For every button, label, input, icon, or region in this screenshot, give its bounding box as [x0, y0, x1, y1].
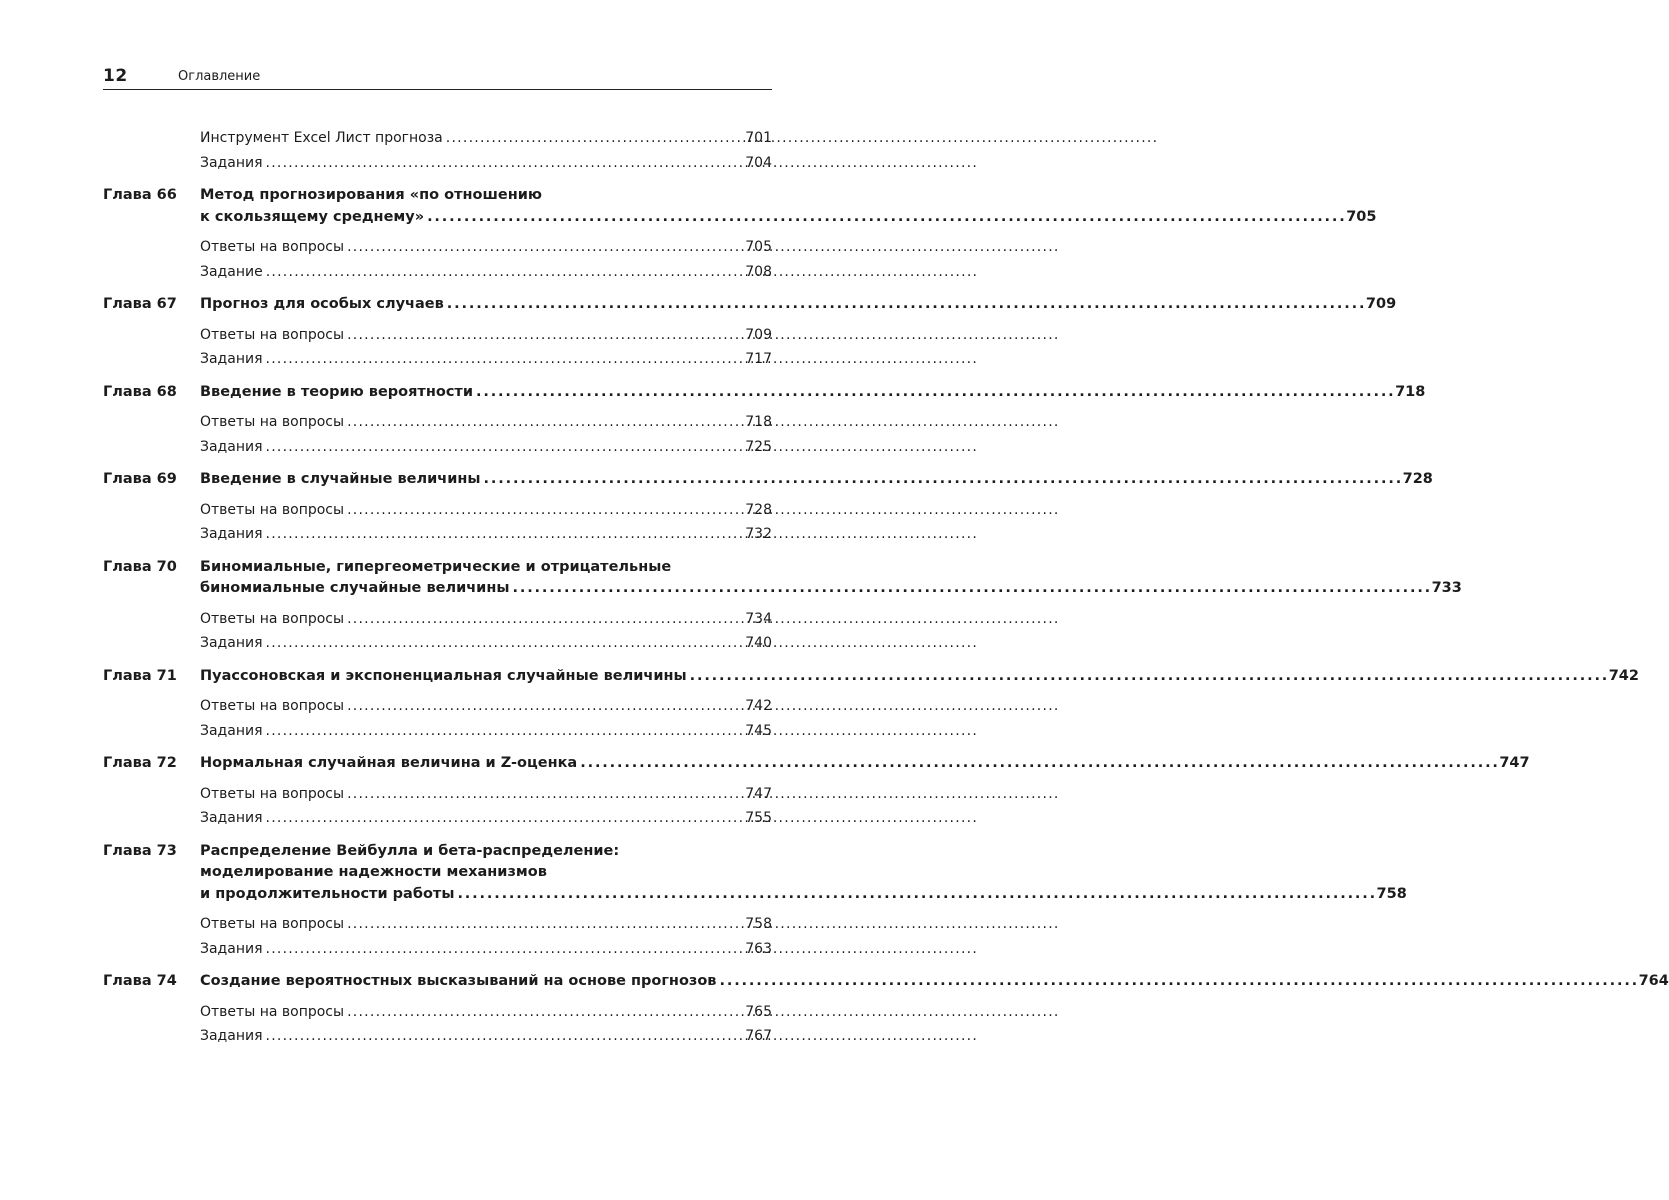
toc-entry[interactable]	[200, 126, 772, 151]
chapter-page-number: 742	[1608, 667, 1639, 684]
spacer	[103, 316, 772, 323]
chapter-page-number: 747	[1499, 755, 1530, 771]
entry-page-number: 767	[745, 1028, 772, 1044]
entry-page-number: 763	[745, 940, 772, 957]
chapter-title: к скользящему среднему»	[200, 208, 425, 225]
entry-title: Ответы на вопросы	[200, 698, 345, 714]
chapter-entry[interactable]	[103, 382, 1426, 404]
entry-title: Ответы на вопросы	[200, 610, 345, 627]
chapter-title-line: Распределение Вейбулла и бета-распределение:	[200, 842, 620, 859]
spacer	[103, 372, 772, 382]
dot-leader	[347, 782, 742, 807]
toc-entry[interactable]	[200, 782, 772, 807]
entry-page-number: 755	[745, 810, 772, 826]
entry-page-number: 745	[745, 722, 772, 739]
chapter-entry[interactable]	[103, 666, 1639, 688]
spacer	[103, 775, 772, 782]
entry-title: Задания	[200, 351, 263, 367]
chapter-entry[interactable]	[103, 753, 1530, 775]
entry-title: Ответы на вопросы	[200, 239, 345, 255]
toc-entry[interactable]	[200, 1000, 772, 1025]
dot-leader	[427, 207, 1343, 229]
toc-entry[interactable]	[200, 1024, 772, 1049]
spacer	[103, 831, 772, 841]
chapter-label: Глава 73	[103, 842, 177, 859]
chapter-entry[interactable]	[103, 971, 1669, 993]
chapter-page-number: 718	[1395, 383, 1426, 400]
spacer	[103, 687, 772, 694]
dot-leader	[512, 578, 1428, 600]
entry-title: Ответы на вопросы	[200, 916, 345, 932]
spacer	[103, 600, 772, 607]
chapter-title: Введение в теорию вероятности	[200, 383, 473, 400]
dot-leader	[266, 260, 743, 285]
toc-entry[interactable]	[200, 719, 772, 744]
dot-leader	[347, 410, 742, 435]
entry-page-number: 718	[745, 414, 772, 430]
entry-title: Задание	[200, 263, 263, 280]
spacer	[103, 284, 772, 294]
entry-page-number: 734	[745, 610, 772, 627]
dot-leader	[266, 631, 743, 656]
entry-title: Ответы на вопросы	[200, 785, 345, 802]
dot-leader	[690, 666, 1606, 688]
dot-leader	[719, 971, 1635, 993]
toc-entry[interactable]	[200, 522, 772, 547]
chapter-page-number: 758	[1376, 885, 1407, 902]
entry-title: Задания	[200, 940, 263, 957]
entry-title: Задания	[200, 810, 263, 826]
entry-page-number: 728	[745, 501, 772, 518]
entry-title: Ответы на вопросы	[200, 326, 345, 343]
dot-leader	[266, 1024, 743, 1049]
chapter-page-number: 764	[1638, 973, 1669, 989]
chapter-page-number: 705	[1346, 208, 1377, 225]
dot-leader	[266, 151, 743, 176]
toc-entry[interactable]	[200, 347, 772, 372]
chapter-title: Создание вероятностных высказываний на основе прогнозов	[200, 973, 717, 989]
chapter-title-line: Биномиальные, гипергеометрические и отрицательные	[200, 558, 672, 575]
dot-leader	[266, 347, 743, 372]
spacer	[103, 403, 772, 410]
dot-leader	[347, 1000, 742, 1025]
entry-page-number: 747	[745, 785, 772, 802]
chapter-label: Глава 68	[103, 383, 177, 400]
spacer	[103, 743, 772, 753]
spacer	[103, 993, 772, 1000]
dot-leader	[266, 719, 743, 744]
chapter-title-line: Метод прогнозирования «по отношению	[200, 187, 542, 203]
entry-page-number: 765	[745, 1003, 772, 1020]
toc-entry[interactable]	[200, 498, 772, 523]
dot-leader	[476, 382, 1392, 404]
chapter-page-number: 709	[1365, 296, 1397, 312]
chapter-label: Глава 70	[103, 558, 177, 575]
entry-page-number: 708	[745, 263, 772, 280]
toc-entry[interactable]	[200, 323, 772, 348]
dot-leader	[580, 753, 1496, 775]
chapter-page-number: 728	[1402, 471, 1433, 487]
chapter-title: и продолжительности работы	[200, 885, 455, 902]
chapter-label: Глава 69	[103, 471, 177, 487]
chapter-label: Глава 66	[103, 187, 177, 203]
entry-page-number: 758	[745, 916, 772, 932]
chapter-label: Глава 72	[103, 755, 177, 771]
chapter-title: Прогноз для особых случаев	[200, 296, 444, 312]
header-rule	[103, 89, 772, 90]
toc-entry[interactable]	[200, 912, 772, 937]
entry-page-number: 705	[745, 239, 772, 255]
dot-leader	[347, 694, 742, 719]
spacer	[103, 905, 772, 912]
chapter-entry[interactable]	[103, 294, 1397, 316]
dot-leader	[347, 607, 742, 632]
spacer	[103, 547, 772, 557]
dot-leader	[347, 235, 742, 260]
page-number: 12	[103, 66, 128, 86]
chapter-label: Глава 71	[103, 667, 177, 684]
entry-title: Задания	[200, 722, 263, 739]
chapter-title: биномиальные случайные величины	[200, 580, 510, 596]
chapter-entry[interactable]	[103, 185, 1377, 228]
dot-leader	[266, 435, 743, 460]
chapter-entry[interactable]	[103, 841, 1407, 906]
table-of-contents	[103, 126, 1669, 1049]
spacer	[103, 491, 772, 498]
entry-page-number: 732	[745, 526, 772, 542]
toc-entry[interactable]	[200, 410, 772, 435]
chapter-label: Глава 74	[103, 973, 177, 989]
dot-leader	[457, 884, 1373, 906]
chapter-title-line: моделирование надежности механизмов	[200, 864, 547, 880]
dot-leader	[347, 498, 742, 523]
dot-leader	[347, 912, 742, 937]
chapter-page-number: 733	[1431, 580, 1462, 596]
spacer	[103, 228, 772, 235]
entry-page-number: 701	[745, 130, 772, 146]
entry-title: Задания	[200, 526, 263, 542]
entry-page-number: 704	[745, 154, 772, 171]
toc-entry[interactable]	[200, 607, 772, 632]
page-header	[103, 66, 772, 90]
entry-title: Задания	[200, 1028, 263, 1044]
entry-page-number: 709	[745, 326, 772, 343]
dot-leader	[266, 522, 743, 547]
chapter-label: Глава 67	[103, 296, 177, 312]
running-title: Оглавление	[178, 69, 261, 84]
chapter-entry[interactable]	[103, 557, 1462, 600]
entry-title: Задания	[200, 438, 263, 455]
dot-leader	[347, 323, 742, 348]
spacer	[103, 175, 772, 185]
toc-entry[interactable]	[200, 937, 772, 962]
entry-title: Инструмент Excel Лист прогноза	[200, 130, 443, 146]
toc-entry[interactable]	[200, 151, 772, 176]
toc-entry[interactable]	[200, 235, 772, 260]
spacer	[103, 656, 772, 666]
toc-entry[interactable]	[200, 435, 772, 460]
entry-title: Задания	[200, 635, 263, 651]
entry-page-number: 740	[745, 635, 772, 651]
dot-leader	[266, 806, 743, 831]
entry-page-number: 717	[745, 351, 772, 367]
toc-entry[interactable]	[200, 260, 772, 285]
toc-entry[interactable]	[200, 806, 772, 831]
dot-leader	[484, 469, 1400, 491]
toc-entry[interactable]	[200, 694, 772, 719]
dot-leader	[446, 126, 743, 151]
entry-title: Ответы на вопросы	[200, 501, 345, 518]
spacer	[103, 961, 772, 971]
chapter-title: Введение в случайные величины	[200, 471, 481, 487]
chapter-entry[interactable]	[103, 469, 1433, 491]
chapter-title: Пуассоновская и экспоненциальная случайные величины	[200, 667, 687, 684]
toc-entry[interactable]	[200, 631, 772, 656]
entry-page-number: 725	[745, 438, 772, 455]
spacer	[103, 459, 772, 469]
entry-title: Ответы на вопросы	[200, 414, 345, 430]
entry-title: Ответы на вопросы	[200, 1003, 345, 1020]
dot-leader	[266, 937, 743, 962]
chapter-title: Нормальная случайная величина и Z-оценка	[200, 755, 578, 771]
dot-leader	[447, 294, 1363, 316]
entry-page-number: 742	[745, 698, 772, 714]
entry-title: Задания	[200, 154, 263, 171]
